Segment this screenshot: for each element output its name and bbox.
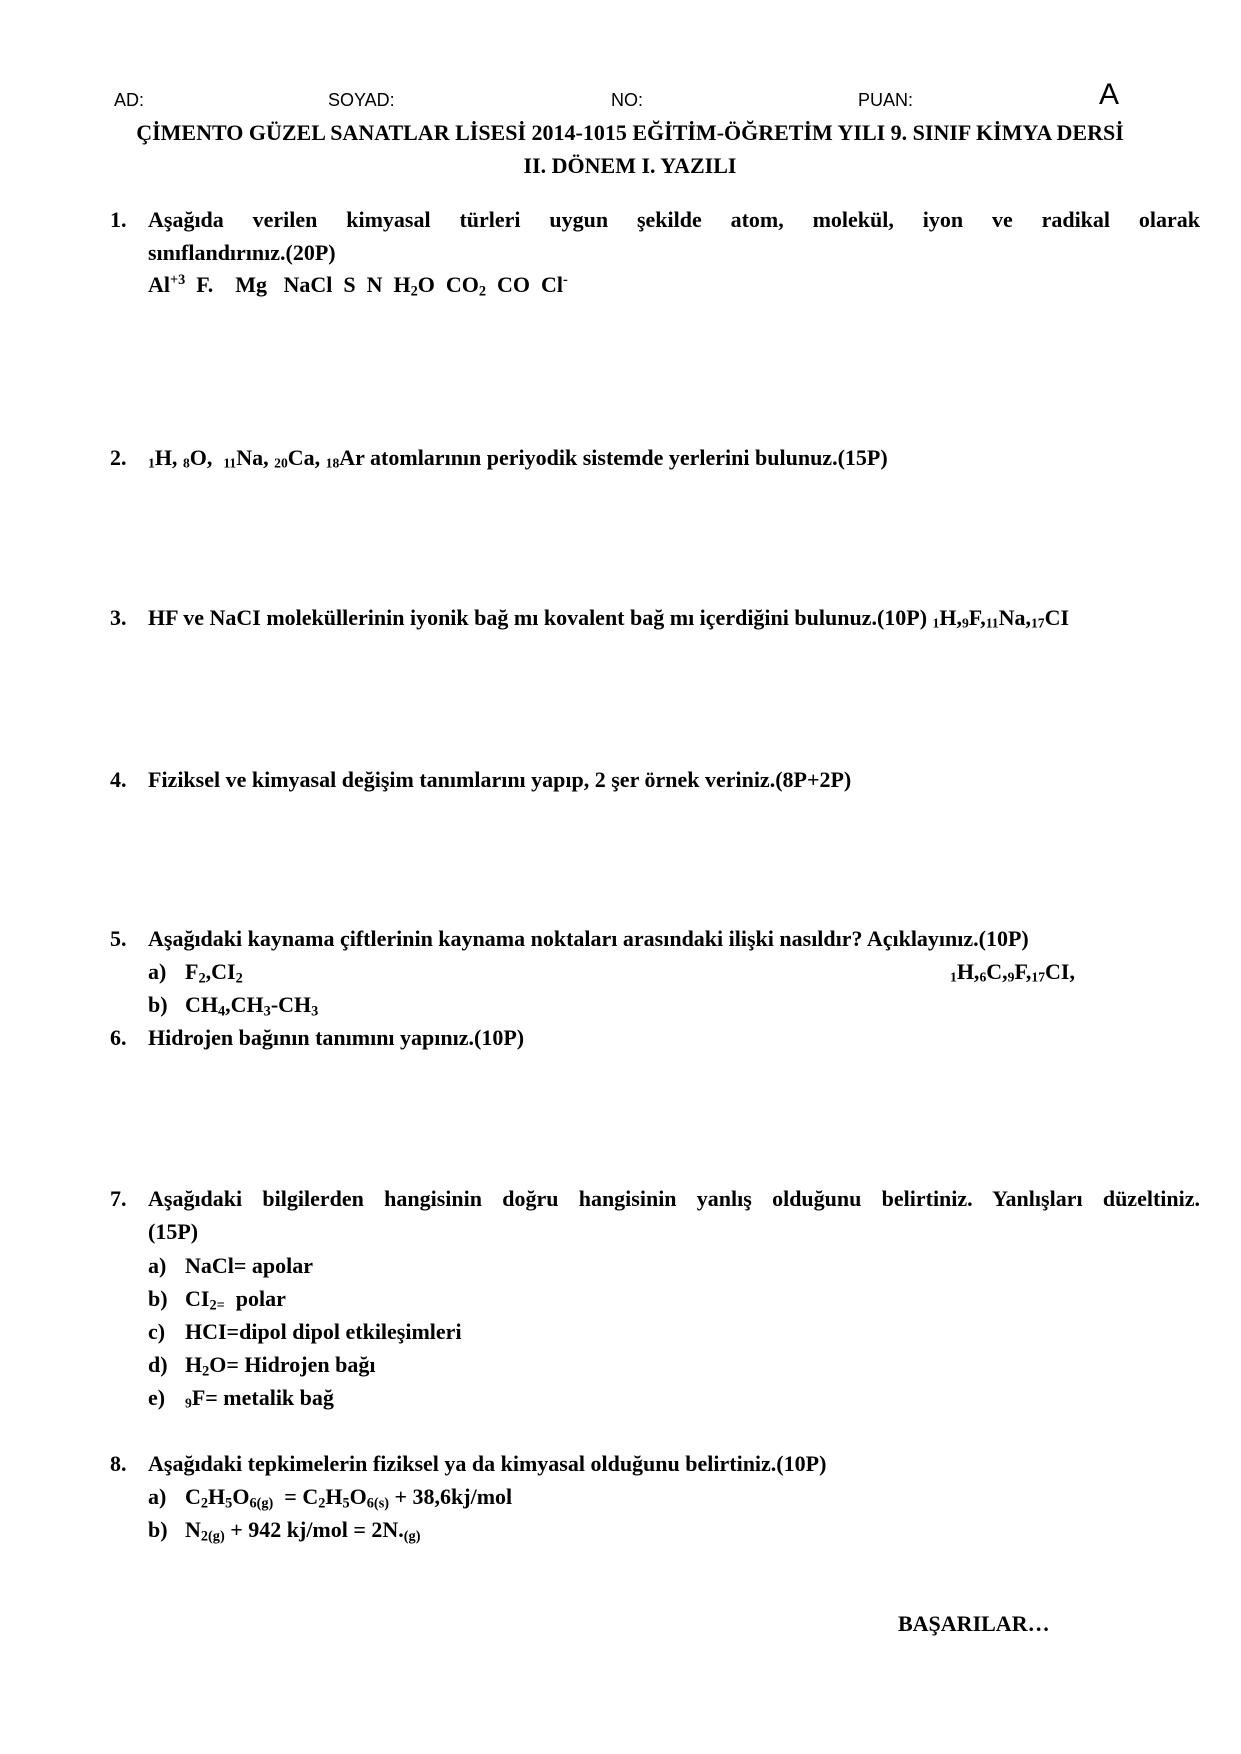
option-label: a) [148,1484,167,1509]
number-label: NO: [611,90,644,110]
question-number: 7. [110,1186,127,1211]
question-number: 6. [110,1025,127,1050]
question-number: 2. [110,445,127,470]
question-text: Fiziksel ve kimyasal değişim tanımlarını yapıp, 2 şer örnek veriniz.(8P+2P) [148,767,852,792]
option-text: HCI=dipol dipol etkileşimleri [185,1319,462,1344]
option-text: $CI_{2=}$ polar [185,1286,286,1314]
question-number: 8. [110,1451,127,1476]
question-number: 1. [110,207,127,232]
question-text: (15P) [148,1219,199,1244]
option-label: e) [148,1385,166,1410]
option-text: $F_2,CI_2$ [185,959,243,987]
option-label: b) [148,1286,168,1311]
question-text: Aşağıdaki kaynama çiftlerinin kaynama noktaları arasındaki ilişki nasıldır? Açıklayınız.(10P) [148,926,1029,951]
option-text: $C_2H_5O_{6(g)} = C_2H_5O_{6(s)} + 38,6kj/mol$ [185,1484,513,1512]
option-text: $CH_4,CH_3-CH_3$ [185,992,319,1020]
question-number: 5. [110,926,127,951]
question-text: Hidrojen bağının tanımını yapınız.(10P) [148,1025,525,1050]
question-text: sınıflandırınız.(20P) [148,240,336,265]
exam-title: ÇİMENTO GÜZEL SANATLAR LİSESİ 2014-1015 EĞİTİM-ÖĞRETİM YILI 9. SINIF KİMYA DERSİ [136,120,1124,145]
closing-message: BAŞARILAR… [898,1611,1050,1636]
option-text: $H_2O=$ Hidrojen bağı [185,1352,376,1380]
name-label: AD: [114,90,145,110]
question-text: HF ve NaCI moleküllerinin iyonik bağ mı kovalent bağ mı içerdiğini bulunuz.(10P) 1H,9F,11Na,17CI [148,605,1070,631]
question-text: Aşağıdaki bilgilerden hangisinin doğru hangisinin yanlış olduğunu belirtiniz. Yanlışları düzeltiniz. [148,1186,1200,1211]
option-text: $N_{2(g)} + 942$ $kj/mol = 2N._{(g)}$ [185,1517,421,1545]
score-label: PUAN: [858,90,914,110]
atomic-numbers-note: 1H,6C,9F,17CI, [950,959,1075,985]
option-label: d) [148,1352,168,1377]
question-text: Aşağıdaki tepkimelerin fiziksel ya da kimyasal olduğunu belirtiniz.(10P) [148,1451,827,1476]
option-label: c) [148,1319,166,1344]
option-label: a) [148,1253,167,1278]
question-text: Aşağıda verilen kimyasal türleri uygun şekilde atom, molekül, iyon ve radikal olarak [148,207,1200,232]
question-number: 3. [110,605,127,630]
surname-label: SOYAD: [328,90,395,110]
exam-subtitle: II. DÖNEM I. YAZILI [523,153,737,178]
question-text: 1H, 8O, 11Na, 20Ca, 18Ar atomlarının periyodik sistemde yerlerini bulunuz.(15P) [148,445,888,471]
option-label: b) [148,1517,168,1542]
question-1-species-list: $Al^{+3}$ F. Mg NaCl S N $H_2O$ $CO_2$ CO Cl- [148,272,568,300]
option-text: NaCl= apolar [185,1253,314,1278]
option-label: b) [148,992,168,1017]
exam-variant-letter: A [1099,78,1120,111]
option-label: a) [148,959,167,984]
question-number: 4. [110,767,127,792]
option-text: 9F= metalik bağ [185,1385,334,1411]
